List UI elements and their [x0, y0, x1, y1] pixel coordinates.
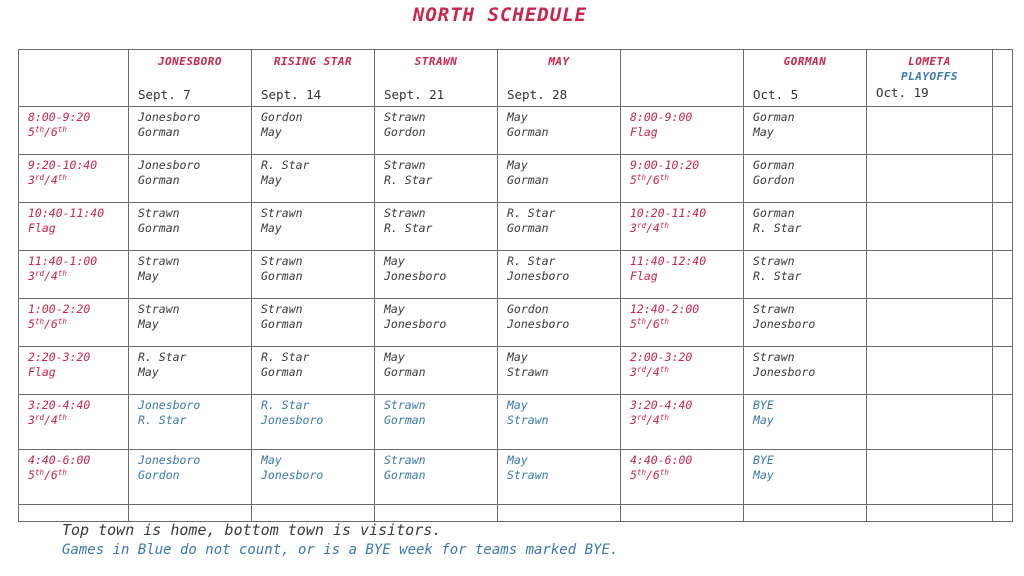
- game-cell: [498, 450, 621, 505]
- playoff-cell: [867, 203, 993, 251]
- game-cell: [744, 450, 867, 505]
- visitor-team: Strawn: [507, 413, 549, 427]
- empty-cell: [993, 505, 1013, 522]
- schedule-row: [19, 299, 1013, 347]
- note-home-visitors: Top town is home, bottom town is visitors.: [62, 521, 442, 539]
- game-cell: [129, 203, 252, 251]
- game-cell: [744, 299, 867, 347]
- game-cell: [375, 395, 498, 450]
- visitor-team: Gorman: [507, 221, 549, 235]
- header-cell-lometa: [867, 50, 993, 107]
- schedule-row: [19, 450, 1013, 505]
- playoff-cell: [867, 395, 993, 450]
- game-cell: [498, 395, 621, 450]
- empty-cell: [252, 505, 375, 522]
- division-label: Flag: [630, 269, 658, 283]
- game-cell: [744, 155, 867, 203]
- division-label: 3rd/4th: [630, 221, 669, 235]
- time-slot-cell: [19, 251, 129, 299]
- game-cell: [375, 347, 498, 395]
- game-cell: [252, 347, 375, 395]
- time-range: 1:00-2:20: [28, 302, 91, 316]
- header-cell-rising-star: [252, 50, 375, 107]
- time-slot-cell: [621, 299, 744, 347]
- empty-cell: [129, 505, 252, 522]
- visitor-team: May: [138, 317, 159, 331]
- header-cell-jonesboro: [129, 50, 252, 107]
- visitor-team: Jonesboro: [753, 365, 816, 379]
- game-cell: [375, 203, 498, 251]
- home-team: Strawn: [261, 254, 303, 268]
- home-team: Strawn: [384, 110, 426, 124]
- home-team: Jonesboro: [138, 398, 201, 412]
- time-slot-cell: [621, 450, 744, 505]
- playoff-cell: [867, 450, 993, 505]
- schedule-row: [19, 251, 1013, 299]
- venue-label: GORMAN: [783, 55, 827, 68]
- visitor-team: Gorman: [261, 269, 303, 283]
- playoff-cell: [867, 251, 993, 299]
- date-label: Oct. 19: [876, 85, 929, 100]
- home-team: Jonesboro: [138, 110, 201, 124]
- time-range: 11:40-12:40: [630, 254, 707, 268]
- time-slot-cell: [19, 450, 129, 505]
- venue-label: JONESBORO: [157, 55, 223, 68]
- time-slot-cell: [621, 203, 744, 251]
- visitor-team: Jonesboro: [261, 468, 324, 482]
- visitor-team: R. Star: [753, 221, 802, 235]
- visitor-team: R. Star: [138, 413, 187, 427]
- home-team: Strawn: [753, 350, 795, 364]
- game-cell: [252, 251, 375, 299]
- playoff-cell: [867, 107, 993, 155]
- visitor-team: Strawn: [507, 365, 549, 379]
- home-team: Gordon: [507, 302, 549, 316]
- empty-cell: [375, 505, 498, 522]
- empty-cell: [744, 505, 867, 522]
- division-label: Flag: [28, 221, 56, 235]
- game-cell: [129, 107, 252, 155]
- home-team: Strawn: [753, 302, 795, 316]
- game-cell: [498, 107, 621, 155]
- game-cell: [375, 251, 498, 299]
- home-team: Strawn: [753, 254, 795, 268]
- division-label: 3rd/4th: [28, 413, 67, 427]
- schedule-row: [19, 203, 1013, 251]
- time-range: 4:40-6:00: [630, 453, 693, 467]
- home-team: Strawn: [384, 158, 426, 172]
- date-label: Sept. 7: [138, 87, 191, 102]
- home-team: May: [384, 254, 405, 268]
- header-cell-gorman: [744, 50, 867, 107]
- home-team: R. Star: [507, 254, 556, 268]
- game-cell: [129, 450, 252, 505]
- game-cell: [498, 203, 621, 251]
- edge-cell: [993, 299, 1013, 347]
- game-cell: [744, 203, 867, 251]
- division-label: Flag: [630, 125, 658, 139]
- home-team: BYE: [753, 453, 774, 467]
- game-cell: [252, 107, 375, 155]
- home-team: Gorman: [753, 206, 795, 220]
- edge-cell: [993, 347, 1013, 395]
- home-team: May: [261, 453, 282, 467]
- game-cell: [252, 450, 375, 505]
- schedule-row: [19, 347, 1013, 395]
- game-cell: [129, 155, 252, 203]
- visitor-team: Gorman: [507, 125, 549, 139]
- visitor-team: Gorman: [507, 173, 549, 187]
- division-label: 3rd/4th: [630, 413, 669, 427]
- playoff-cell: [867, 347, 993, 395]
- visitor-team: May: [261, 125, 282, 139]
- time-range: 10:40-11:40: [28, 206, 105, 220]
- date-label: Sept. 28: [507, 87, 568, 102]
- home-team: May: [384, 350, 405, 364]
- visitor-team: Gorman: [384, 365, 426, 379]
- empty-row: [19, 505, 1013, 522]
- home-team: Strawn: [384, 453, 426, 467]
- edge-cell: [993, 450, 1013, 505]
- time-range: 11:40-1:00: [28, 254, 98, 268]
- game-cell: [129, 251, 252, 299]
- note-blue-bye: Games in Blue do not count, or is a BYE week for teams marked BYE.: [62, 542, 619, 558]
- time-range: 8:00-9:20: [28, 110, 91, 124]
- playoffs-label: PLAYOFFS: [901, 70, 958, 83]
- division-label: 5th/6th: [28, 468, 67, 482]
- game-cell: [375, 299, 498, 347]
- game-cell: [129, 347, 252, 395]
- visitor-team: Strawn: [507, 468, 549, 482]
- home-team: Gordon: [261, 110, 303, 124]
- division-label: 5th/6th: [630, 317, 669, 331]
- home-team: Strawn: [138, 302, 180, 316]
- time-range: 9:00-10:20: [630, 158, 700, 172]
- time-slot-cell: [621, 107, 744, 155]
- visitor-team: May: [138, 269, 159, 283]
- edge-cell: [993, 155, 1013, 203]
- edge-cell: [993, 251, 1013, 299]
- empty-cell: [498, 505, 621, 522]
- schedule-row: [19, 395, 1013, 450]
- playoff-cell: [867, 155, 993, 203]
- visitor-team: R. Star: [753, 269, 802, 283]
- game-cell: [744, 347, 867, 395]
- game-cell: [252, 395, 375, 450]
- venue-label: RISING STAR: [273, 55, 353, 68]
- time-slot-cell: [621, 347, 744, 395]
- home-team: May: [507, 398, 528, 412]
- time-slot-cell: [19, 395, 129, 450]
- visitor-team: Gorman: [138, 173, 180, 187]
- time-slot-cell: [19, 155, 129, 203]
- empty-cell: [867, 505, 993, 522]
- game-cell: [375, 155, 498, 203]
- visitor-team: R. Star: [384, 173, 433, 187]
- visitor-team: R. Star: [384, 221, 433, 235]
- time-slot-cell: [19, 299, 129, 347]
- visitor-team: Jonesboro: [384, 269, 447, 283]
- division-label: 5th/6th: [630, 468, 669, 482]
- header-corner-cell: [19, 50, 129, 107]
- date-label: Sept. 14: [261, 87, 322, 102]
- visitor-team: May: [261, 173, 282, 187]
- home-team: May: [507, 158, 528, 172]
- game-cell: [498, 299, 621, 347]
- home-team: R. Star: [138, 350, 187, 364]
- home-team: May: [507, 110, 528, 124]
- time-range: 2:00-3:20: [630, 350, 693, 364]
- home-team: R. Star: [261, 398, 310, 412]
- schedule-row: [19, 155, 1013, 203]
- home-team: Strawn: [138, 206, 180, 220]
- playoff-cell: [867, 299, 993, 347]
- page-title: NORTH SCHEDULE: [412, 4, 588, 26]
- visitor-team: Gorman: [384, 413, 426, 427]
- game-cell: [498, 155, 621, 203]
- time-slot-cell: [19, 347, 129, 395]
- time-range: 12:40-2:00: [630, 302, 700, 316]
- time-slot-cell: [19, 203, 129, 251]
- game-cell: [498, 251, 621, 299]
- visitor-team: Gorman: [138, 221, 180, 235]
- time-slot-cell: [621, 155, 744, 203]
- visitor-team: May: [753, 125, 774, 139]
- time-range: 3:20-4:40: [28, 398, 91, 412]
- time-range: 10:20-11:40: [630, 206, 707, 220]
- game-cell: [129, 299, 252, 347]
- visitor-team: May: [261, 221, 282, 235]
- header-cell-strawn: [375, 50, 498, 107]
- visitor-team: Gorman: [261, 365, 303, 379]
- time-range: 2:20-3:20: [28, 350, 91, 364]
- home-team: Gorman: [753, 158, 795, 172]
- time-slot-cell: [621, 251, 744, 299]
- time-range: 3:20-4:40: [630, 398, 693, 412]
- empty-cell: [19, 505, 129, 522]
- division-label: 5th/6th: [28, 317, 67, 331]
- game-cell: [498, 347, 621, 395]
- visitor-team: Jonesboro: [261, 413, 324, 427]
- home-team: R. Star: [507, 206, 556, 220]
- home-team: R. Star: [261, 158, 310, 172]
- game-cell: [252, 203, 375, 251]
- time-range: 8:00-9:00: [630, 110, 693, 124]
- visitor-team: May: [138, 365, 159, 379]
- home-team: Strawn: [261, 206, 303, 220]
- home-team: May: [384, 302, 405, 316]
- home-team: Jonesboro: [138, 453, 201, 467]
- home-team: Gorman: [753, 110, 795, 124]
- game-cell: [375, 450, 498, 505]
- time-slot-cell: [621, 395, 744, 450]
- schedule-table: [18, 49, 1013, 522]
- venue-label: MAY: [548, 55, 570, 68]
- header-row: [19, 50, 1013, 107]
- home-team: Strawn: [384, 206, 426, 220]
- edge-cell: [993, 203, 1013, 251]
- visitor-team: Gordon: [753, 173, 795, 187]
- date-label: Oct. 5: [753, 87, 799, 102]
- game-cell: [129, 395, 252, 450]
- visitor-team: Gordon: [138, 468, 180, 482]
- division-label: 3rd/4th: [28, 173, 67, 187]
- game-cell: [744, 395, 867, 450]
- home-team: Strawn: [384, 398, 426, 412]
- game-cell: [375, 107, 498, 155]
- visitor-team: Gorman: [261, 317, 303, 331]
- visitor-team: Jonesboro: [384, 317, 447, 331]
- header-cell-blank: [621, 50, 744, 107]
- edge-cell: [993, 395, 1013, 450]
- home-team: May: [507, 350, 528, 364]
- visitor-team: Jonesboro: [507, 269, 570, 283]
- home-team: Strawn: [138, 254, 180, 268]
- header-cell-may: [498, 50, 621, 107]
- time-range: 4:40-6:00: [28, 453, 91, 467]
- time-slot-cell: [19, 107, 129, 155]
- home-team: BYE: [753, 398, 774, 412]
- game-cell: [744, 251, 867, 299]
- home-team: Strawn: [261, 302, 303, 316]
- home-team: May: [507, 453, 528, 467]
- home-team: Jonesboro: [138, 158, 201, 172]
- division-label: 5th/6th: [28, 125, 67, 139]
- visitor-team: Gordon: [384, 125, 426, 139]
- home-team: R. Star: [261, 350, 310, 364]
- game-cell: [744, 107, 867, 155]
- game-cell: [252, 155, 375, 203]
- visitor-team: Jonesboro: [507, 317, 570, 331]
- division-label: 3rd/4th: [28, 269, 67, 283]
- division-label: Flag: [28, 365, 56, 379]
- visitor-team: Jonesboro: [753, 317, 816, 331]
- division-label: 3rd/4th: [630, 365, 669, 379]
- visitor-team: May: [753, 468, 774, 482]
- venue-label: STRAWN: [414, 55, 458, 68]
- edge-cell: [993, 107, 1013, 155]
- header-edge-cell: [993, 50, 1013, 107]
- visitor-team: Gorman: [384, 468, 426, 482]
- date-label: Sept. 21: [384, 87, 445, 102]
- visitor-team: Gorman: [138, 125, 180, 139]
- division-label: 5th/6th: [630, 173, 669, 187]
- schedule-row: [19, 107, 1013, 155]
- visitor-team: May: [753, 413, 774, 427]
- venue-label: LOMETA: [908, 55, 951, 68]
- game-cell: [252, 299, 375, 347]
- empty-cell: [621, 505, 744, 522]
- time-range: 9:20-10:40: [28, 158, 98, 172]
- schedule-body: [19, 50, 1013, 522]
